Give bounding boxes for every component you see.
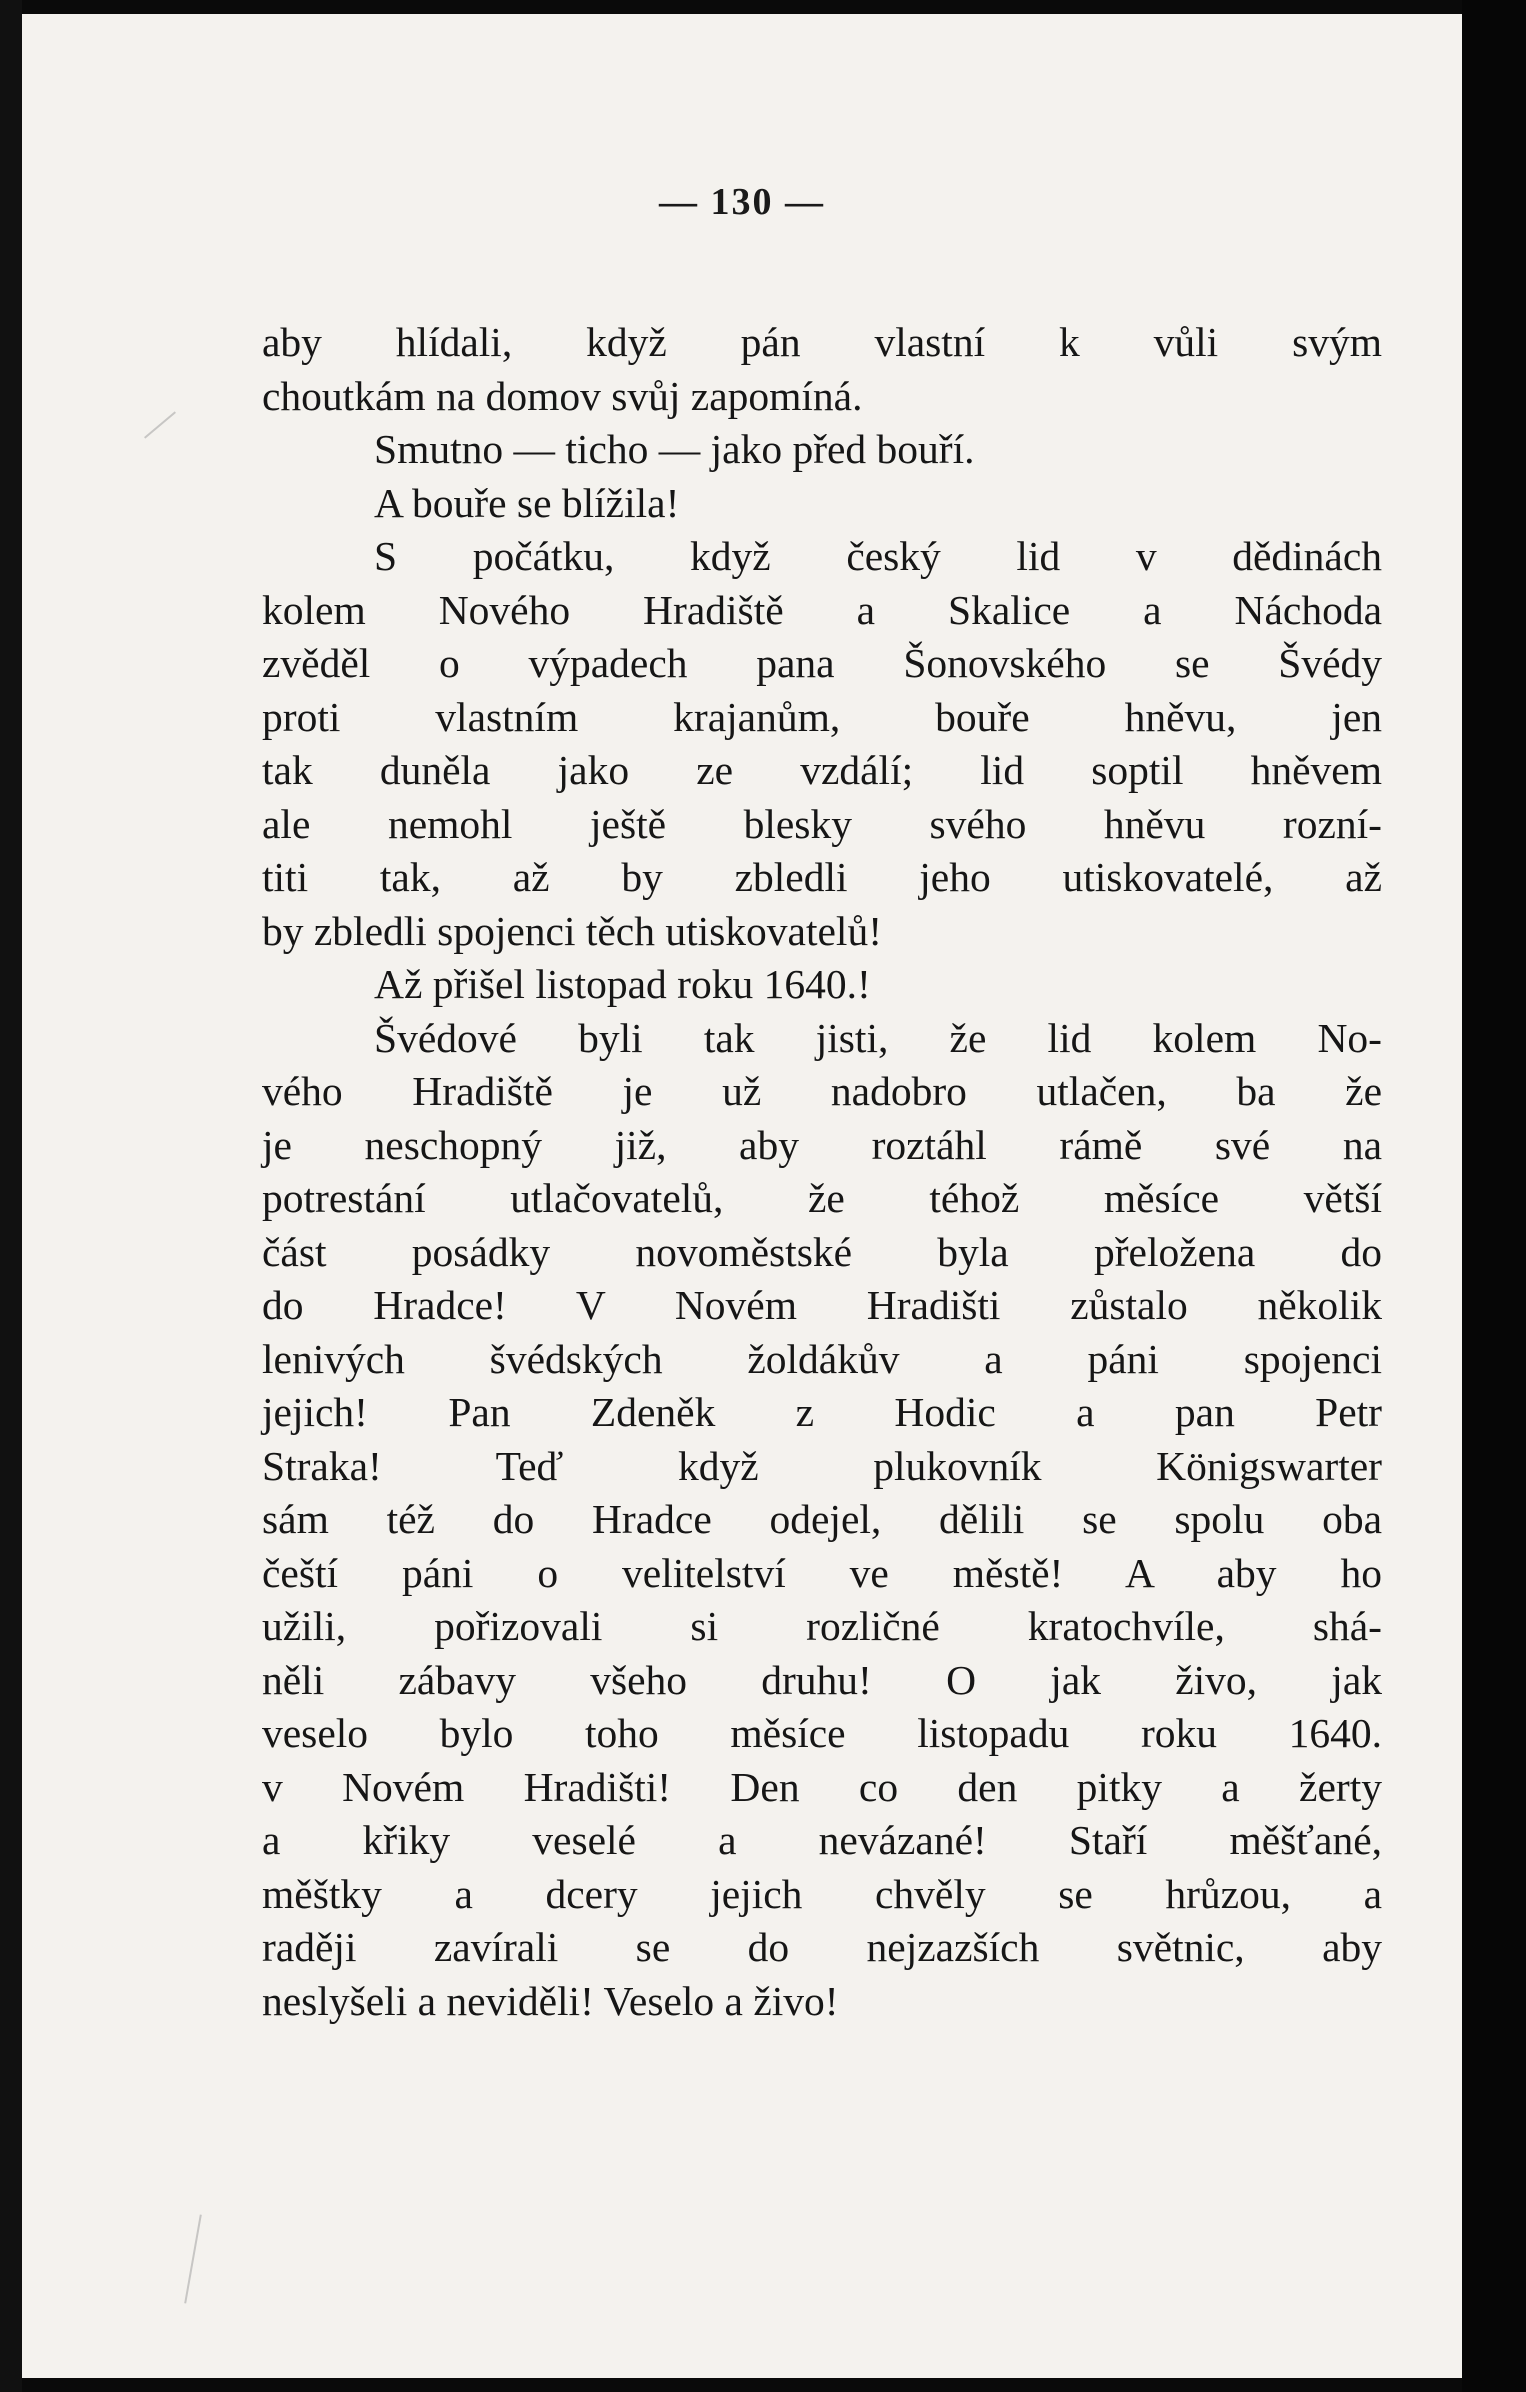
text-line: proti vlastním krajanům, bouře hněvu, jen xyxy=(262,693,1382,740)
text-line: Straka! Teď když plukovník Königswarter xyxy=(262,1442,1382,1489)
text-line: jejich! Pan Zdeněk z Hodic a pan Petr xyxy=(262,1389,1382,1435)
text-line: Smutno — ticho — jako před bouří. xyxy=(374,426,975,472)
text-line: titi tak, až by zbledli jeho utiskovatelé, až xyxy=(262,854,1382,900)
scan-left-border xyxy=(0,0,22,2392)
text-line: část posádky novoměstské byla přeložena do xyxy=(262,1228,1382,1275)
text-line: měštky a dcery jejich chvěly se hrůzou, a xyxy=(262,1870,1382,1917)
text-line: sám též do Hradce odejel, dělili se spolu oba xyxy=(262,1496,1382,1542)
text-line: v Novém Hradišti! Den co den pitky a žerty xyxy=(262,1763,1382,1810)
text-line: ale nemohl ještě blesky svého hněvu rozní- xyxy=(262,800,1382,847)
text-line: by zbledli spojenci těch utiskovatelů! xyxy=(262,907,883,954)
page-body-text xyxy=(262,316,1382,2028)
text-line: kolem Nového Hradiště a Skalice a Náchoda xyxy=(262,586,1382,633)
text-line: lenivých švédských žoldákův a páni spojenci xyxy=(262,1335,1382,1382)
text-line: Švédové byli tak jisti, že lid kolem No- xyxy=(374,1014,1382,1061)
text-line: užili, pořizovali si rozličné kratochvíle, shá- xyxy=(262,1603,1382,1649)
text-line: raději zavírali se do nejzazších světnic, aby xyxy=(262,1924,1382,1970)
scan-smudge xyxy=(144,411,176,438)
page-number: — 130 — xyxy=(659,181,825,223)
text-line: aby hlídali, když pán vlastní k vůli svým xyxy=(262,319,1382,365)
text-line: vého Hradiště je už nadobro utlačen, ba že xyxy=(262,1068,1382,1114)
scan-smudge xyxy=(184,2215,202,2304)
text-line: potrestání utlačovatelů, že téhož měsíce větší xyxy=(262,1175,1382,1221)
text-line: neslyšeli a neviděli! Veselo a živo! xyxy=(262,1977,839,2024)
text-line: čeští páni o velitelství ve městě! A aby ho xyxy=(262,1549,1382,1596)
text-line: zvěděl o výpadech pana Šonovského se Švédy xyxy=(262,640,1382,686)
scan-right-border xyxy=(1462,0,1526,2392)
text-line: tak duněla jako ze vzdálí; lid soptil hněvem xyxy=(262,747,1382,793)
text-line: něli zábavy všeho druhu! O jak živo, jak xyxy=(262,1656,1382,1703)
text-line: S počátku, když český lid v dědinách xyxy=(374,533,1382,579)
text-line: do Hradce! V Novém Hradišti zůstalo několik xyxy=(262,1282,1382,1328)
text-line: je neschopný již, aby roztáhl rámě své na xyxy=(262,1121,1382,1168)
text-line: a křiky veselé a nevázané! Staří měšťané, xyxy=(262,1817,1382,1863)
text-line: choutkám na domov svůj zapomíná. xyxy=(262,372,863,419)
text-line: A bouře se blížila! xyxy=(374,479,680,526)
text-line: Až přišel listopad roku 1640.! xyxy=(374,961,871,1007)
text-line: veselo bylo toho měsíce listopadu roku 1640. xyxy=(262,1710,1382,1756)
book-page xyxy=(22,14,1462,2378)
